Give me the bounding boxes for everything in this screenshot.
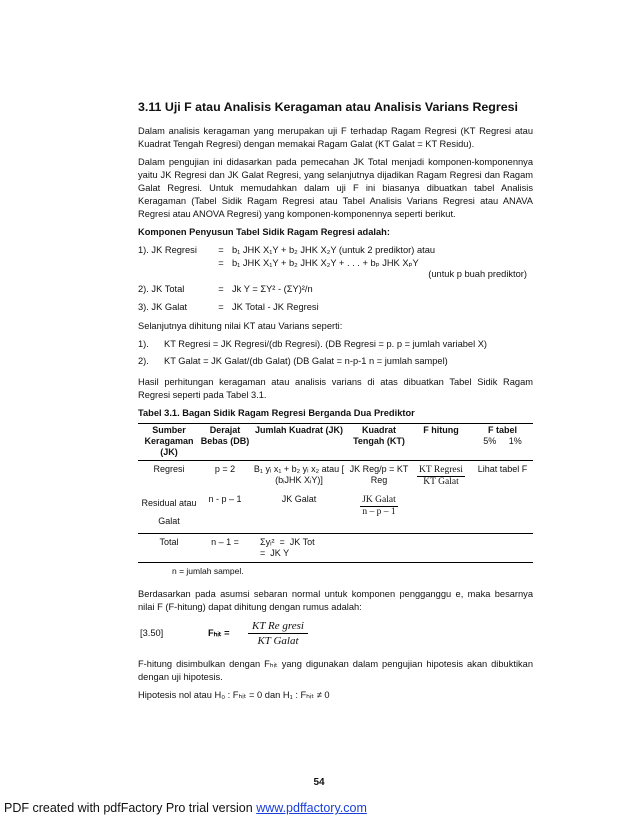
- cell-f-hitung: [410, 461, 472, 492]
- component-eq: =: [218, 302, 224, 312]
- kt-item-number: 2).: [138, 356, 149, 366]
- component-label: 3). JK Galat: [138, 302, 188, 312]
- table-caption: Tabel 3.1. Bagan Sidik Ragam Regresi Berganda Dua Prediktor: [138, 408, 415, 418]
- header-f-hitung: F hitung: [423, 425, 459, 435]
- component-row: [138, 301, 533, 314]
- component-eq: =: [218, 258, 224, 268]
- section-title: 3.11 Uji F atau Analisis Keragaman atau Analisis Varians Regresi: [138, 100, 518, 114]
- kt-denominator: n – p – 1: [362, 507, 396, 517]
- formula-3-50: [138, 619, 533, 648]
- component-label: 2). JK Total: [138, 284, 185, 294]
- footer-link[interactable]: www.pdffactory.com: [256, 801, 367, 815]
- cell-empty: [472, 491, 533, 534]
- paragraph-hypothesis: Hipotesis nol atau H₀ : Fₕᵢₜ = 0 dan H₁ : Fₕᵢₜ ≠ 0: [138, 690, 330, 700]
- f-numerator: KT Regresi: [419, 465, 463, 475]
- formula-lhs: Fₕᵢₜ =: [208, 628, 230, 638]
- footer-text: PDF created with pdfFactory Pro trial version: [4, 801, 257, 815]
- f-fraction: [417, 465, 465, 488]
- component-expr: Jk Y = ΣY² - (ΣY)²/n: [232, 284, 313, 294]
- cell-db: n - p – 1: [208, 494, 242, 504]
- kt-item: [138, 355, 533, 368]
- table-row: [138, 491, 533, 534]
- formula-numerator: KT Re gresi: [248, 619, 308, 634]
- cell-jk: B₁ yᵢ x₁ + b₂ yᵢ x₂ atau [ (bᵢJHK XᵢY)]: [253, 464, 345, 485]
- component-expr: JK Total - JK Regresi: [232, 302, 319, 312]
- cell-jk: JK Galat: [281, 494, 317, 504]
- cell-source: Total: [159, 537, 179, 547]
- cell-f-tabel: Lihat tabel F: [477, 464, 528, 474]
- component-label: 1). JK Regresi: [138, 245, 197, 255]
- component-eq: =: [218, 284, 224, 294]
- header-derajat: Derajat Bebas (DB): [200, 425, 250, 446]
- page-number: 54: [313, 777, 325, 788]
- component-eq: =: [218, 245, 224, 255]
- kt-item-number: 1).: [138, 339, 149, 349]
- component-expr: b₁ JHK X₁Y + b₂ JHK X₂Y (untuk 2 prediktor) atau: [232, 245, 436, 255]
- table-row: [138, 461, 533, 492]
- component-row: [138, 283, 533, 296]
- cell-empty: [472, 534, 533, 563]
- f-denominator: KT Galat: [423, 477, 459, 487]
- table-header-row: [138, 424, 533, 461]
- header-jumlah: Jumlah Kuadrat (JK): [254, 425, 343, 435]
- header-f-tabel-label: F tabel: [487, 425, 517, 435]
- paragraph-f-formula-intro: Berdasarkan pada asumsi sebaran normal untuk komponen pengganggu e, maka besarnya nilai F (F-hitung) dapat dihitung dengan rumus adalah:: [138, 589, 533, 612]
- cell-kt: JK Reg/p = KT Reg: [349, 464, 409, 485]
- cell-jk: Σyᵢ² = JK Tot = JK Y: [260, 537, 315, 558]
- cell-db: n – 1 =: [211, 537, 239, 547]
- komponen-heading: Komponen Penyusun Tabel Sidik Ragam Regresi adalah:: [138, 227, 390, 237]
- paragraph-decomposition: Dalam pengujian ini didasarkan pada pemecahan JK Total menjadi komponen-komponennya yaitu JK Regresi dan JK Galat Regresi, yang selanjutnya dijadikan Ragam Regresi dan Ragam Galat Regresi. Untuk memudahkan dalam uji F ini biasanya dibuatkan tabel Analisis Keragaman (Tabel Sidik Ragam Regresi atau Tabel Analisis Varians Regresi atau ANAVA Regresi atau ANOVA Regresi) yang komponen-komponennya seperti berikut.: [138, 157, 533, 219]
- header-sumber: Sumber Keragaman (JK): [144, 425, 194, 457]
- kt-fraction: [360, 495, 398, 518]
- cell-empty: [410, 491, 472, 534]
- cell-source: Residual atau Galat: [141, 498, 197, 526]
- header-f-tabel: [472, 424, 533, 461]
- pdf-footer: [4, 801, 367, 815]
- cell-empty: [348, 534, 410, 563]
- cell-empty: [410, 534, 472, 563]
- formula-denominator: KT Galat: [257, 635, 299, 647]
- cell-kt: [348, 491, 410, 534]
- page-content: [138, 100, 533, 707]
- table-note: n = jumlah sampel.: [172, 566, 244, 576]
- kt-item-text: KT Galat = JK Galat/(db Galat) (DB Galat = n-p-1 n = jumlah sampel): [164, 356, 448, 366]
- kt-numerator: JK Galat: [362, 495, 396, 505]
- note-p-prediktor: (untuk p buah prediktor): [428, 269, 527, 279]
- header-kuadrat: Kuadrat Tengah (KT): [353, 425, 405, 446]
- kt-item: [138, 338, 533, 351]
- equation-number: [3.50]: [140, 628, 164, 638]
- cell-source: Regresi: [153, 464, 185, 474]
- cell-db: p = 2: [214, 464, 236, 474]
- kt-intro: Selanjutnya dihitung nilai KT atau Varians seperti:: [138, 321, 343, 331]
- component-expr: b₁ JHK X₁Y + b₂ JHK X₂Y + . . . + bₚ JHK XₚY: [232, 258, 419, 268]
- header-f-tabel-sub: 5% 1%: [483, 436, 522, 446]
- formula-fraction: [248, 619, 308, 648]
- components-list: [138, 244, 533, 314]
- paragraph-intro: Dalam analisis keragaman yang merupakan uji F terhadap Ragam Regresi (KT Regresi atau Kuadrat Tengah Regresi) dengan memakai Ragam Galat (KT Galat = KT Residu).: [138, 126, 533, 149]
- paragraph-f-hit: F-hitung disimbulkan dengan Fₕᵢₜ yang digunakan dalam pengujian hipotesis akan dibuktikan dengan uji hipotesis.: [138, 659, 533, 682]
- kt-item-text: KT Regresi = JK Regresi/(db Regresi). (DB Regresi = p. p = jumlah variabel X): [164, 339, 488, 349]
- paragraph-table-intro: Hasil perhitungan keragaman atau analisis varians di atas dibuatkan Tabel Sidik Ragam Regresi seperti pada Tabel 3.1.: [138, 377, 533, 400]
- anova-table: [138, 423, 533, 563]
- component-row: [138, 244, 533, 257]
- table-row-total: [138, 534, 533, 563]
